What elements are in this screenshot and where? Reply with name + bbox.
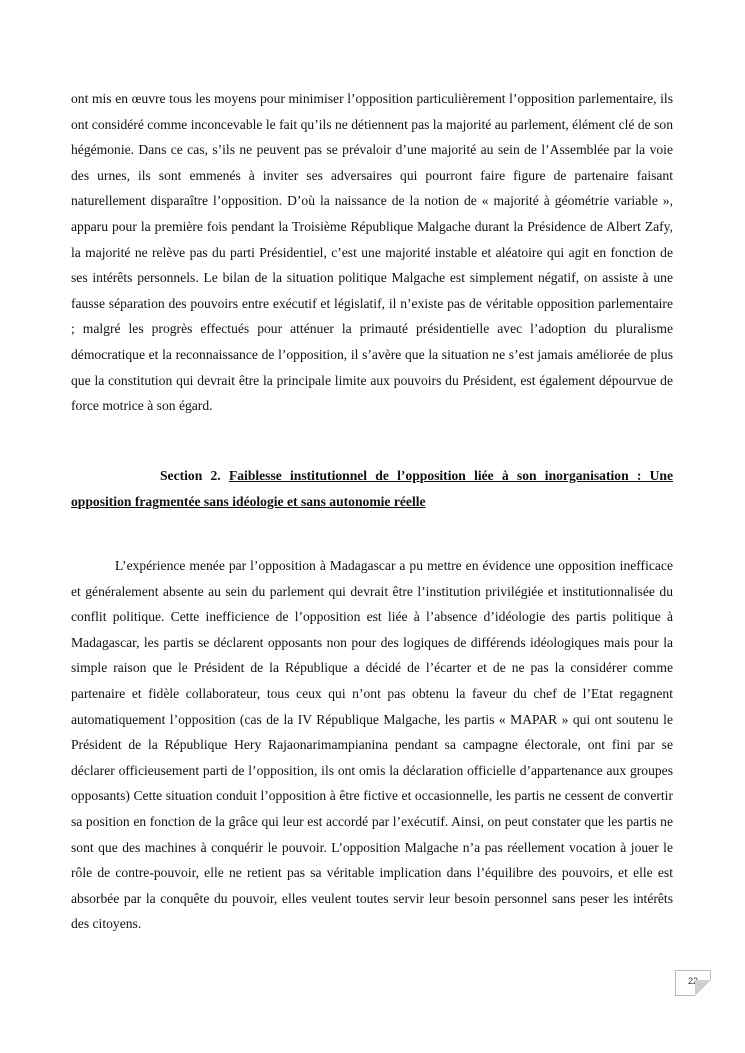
- body-paragraph-2: L’expérience menée par l’opposition à Madagascar a pu mettre en évidence une opposition inefficace et généralement absente au sein du parlement qui devrait être l’institution privilégiée et institutionnalisée du conflit politique. Cette inefficience de l’opposition est liée à l’absence d’idéologie des partis politique à Madagascar, les partis se déclarent opposants non pour des logiques de différends idéologiques mais pour la simple raison que le Président de la République a décidé de l’écarter et de ne pas la considérer comme partenaire et fidèle collaborateur, tous ceux qui n’ont pas obtenu la faveur du chef de l’Etat regagnent automatiquement l’opposition (cas de la IV République Malgache, les partis « MAPAR » qui ont soutenu le Président de la République Hery Rajaonarimampianina pendant sa campagne électorale, ont fini par se déclarer officieusement parti de l’opposition, ils ont omis la déclaration officielle d’appartenance aux groupes opposants) Cette situation conduit l’opposition à être fictive et occasionnelle, les partis ne cessent de convertir sa position en fonction de la grâce qui leur est accordé par l’exécutif. Ainsi, on peut constater que les partis ne sont que des machines à conquérir le pouvoir. L’opposition Malgache n’a pas réellement vocation à jouer le rôle de contre-pouvoir, elle ne retient pas sa véritable implication dans l’équilibre des pouvoirs, et elle est absorbée par la conquête du pouvoir, elles veulent toutes servir leur besoin personnel sans peser les intérêts des citoyens.: [71, 558, 673, 932]
- section-heading: [71, 463, 673, 514]
- body-paragraph-1: ont mis en œuvre tous les moyens pour minimiser l’opposition particulièrement l’opposition parlementaire, ils ont considéré comme inconcevable le fait qu’ils ne détiennent pas la majorité au parlement, élément clé de son hégémonie. Dans ce cas, s’ils ne peuvent pas se prévaloir d’une majorité au sein de l’Assemblée par la voie des urnes, ils sont emmenés à inviter ses adversaires qui pourront faire figure de partenaire faisant naturellement disparaître l’opposition. D’où la naissance de la notion de « majorité à géométrie variable », apparu pour la première fois pendant la Troisième République Malgache durant la Présidence de Albert Zafy, la majorité ne relève pas du parti Présidentiel, c’est une majorité instable et aléatoire qui agit en fonction de ses intérêts personnels. Le bilan de la situation politique Malgache est simplement négatif, on assiste à une fausse séparation des pouvoirs entre exécutif et législatif, il n’existe pas de véritable opposition parlementaire ; malgré les progrès effectués pour atténuer la primauté présidentielle avec l’adoption du pluralisme démocratique et la reconnaissance de l’opposition, il s’avère que la situation ne s’est jamais améliorée de plus que la constitution qui devrait être la principale limite aux pouvoirs du Président, est également dépourvue de force motrice à son égard.: [71, 91, 673, 414]
- section-title: Faiblesse institutionnel de l’opposition liée à son inorganisation : Une opposition fragmentée sans idéologie et sans autonomie réelle: [71, 468, 674, 509]
- section-label: Section 2.: [160, 468, 229, 483]
- page-curl-icon: [695, 980, 711, 996]
- page-number-box: [675, 970, 711, 996]
- page-number: 22: [687, 976, 698, 986]
